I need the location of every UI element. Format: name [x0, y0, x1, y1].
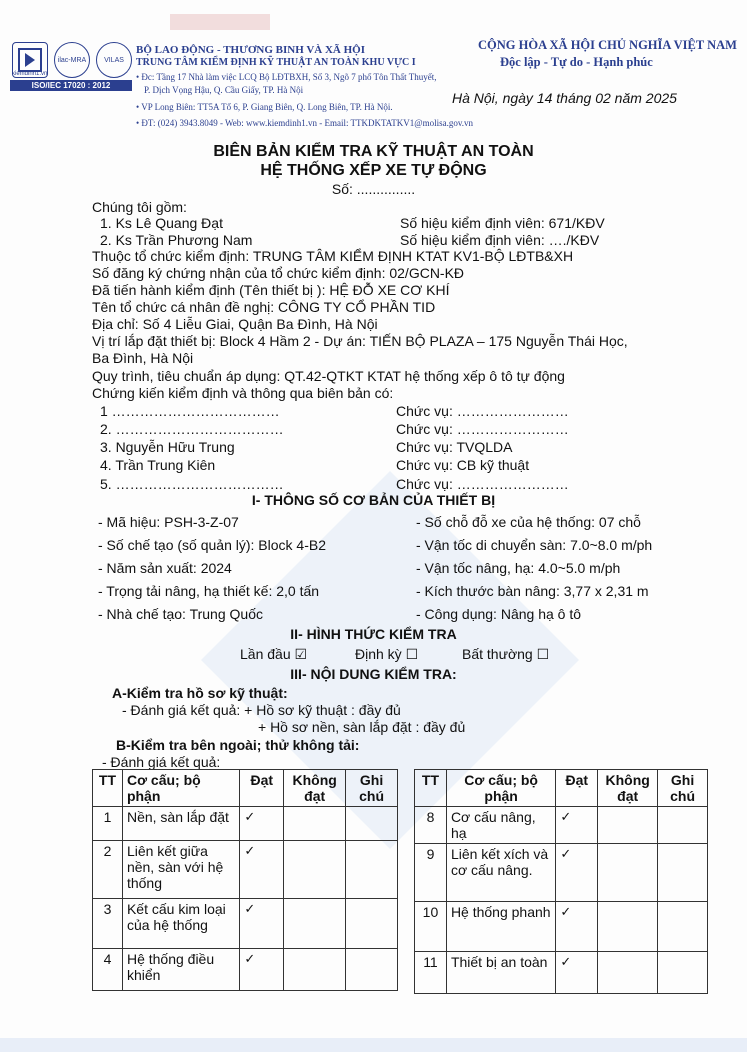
- inspector-1-id: Số hiệu kiểm định viên: 671/KĐV: [400, 215, 605, 231]
- device-name: Đã tiến hành kiểm định (Tên thiết bị ): HỆ ĐỖ XE CƠ KHÍ: [92, 282, 450, 298]
- spec-lift-speed: - Vận tốc nâng, hạ: 4.0~5.0 m/ph: [416, 560, 621, 576]
- subsection-a-result-2: + Hồ sơ nền, sàn lắp đặt : đầy đủ: [258, 719, 466, 735]
- inspector-2-id: Số hiệu kiểm định viên: …./KĐV: [400, 232, 600, 248]
- inspector-1-name: 1. Ks Lê Quang Đạt: [100, 215, 223, 231]
- witness-1-name: 1 ………………………………: [100, 403, 280, 419]
- header-part: Cơ cấu; bộ phận: [446, 770, 555, 807]
- note-cell: [658, 952, 708, 994]
- org-ministry: BỘ LAO ĐỘNG - THƯƠNG BINH VÀ XÃ HỘI: [136, 44, 365, 56]
- inspector-2-name: 2. Ks Trần Phương Nam: [100, 232, 253, 248]
- note-cell: [346, 841, 398, 899]
- witness-intro: Chứng kiến kiểm định và thông qua biên bản có:: [92, 385, 394, 401]
- header-pass: Đạt: [556, 770, 598, 807]
- header-fail: Không đạt: [598, 770, 658, 807]
- witness-3-position: Chức vụ: TVQLDA: [396, 439, 513, 455]
- registration-number: Số đăng ký chứng nhận của tổ chức kiểm định: 02/GCN-KĐ: [92, 265, 465, 281]
- header-note: Ghi chú: [346, 770, 398, 807]
- header-pass: Đạt: [240, 770, 284, 807]
- red-stamp-mark: [170, 14, 270, 30]
- address-main: • Đc: Tầng 17 Nhà làm việc LCQ Bộ LĐTBXH, Số 3, Ngõ 7 phố Tôn Thất Thuyết,: [136, 72, 437, 82]
- procedure: Quy trình, tiêu chuẩn áp dụng: QT.42-QTKT KTAT hệ thống xếp ô tô tự động: [92, 368, 565, 384]
- address-branch: • VP Long Biên: TT5A Tổ 6, P. Giang Biên, Q. Long Biên, TP. Hà Nội.: [136, 102, 393, 112]
- inspection-org: Thuộc tổ chức kiểm định: TRUNG TÂM KIỂM ĐỊNH KTAT KV1-BỘ LĐTB&XH: [92, 248, 574, 264]
- row-part: Cơ cấu nâng, hạ: [446, 807, 555, 844]
- table-row: [415, 807, 708, 844]
- section-3-heading: III- NỘI DUNG KIỂM TRA:: [290, 666, 457, 682]
- install-location-cont: Ba Đình, Hà Nội: [92, 350, 194, 366]
- install-location: Vị trí lắp đặt thiết bị: Block 4 Hầm 2 - Dự án: TIẾN BỘ PLAZA – 175 Nguyễn Thái Học,: [92, 333, 628, 349]
- row-part: Hệ thống điều khiển: [122, 949, 239, 991]
- pass-check-icon: ✓: [556, 807, 598, 844]
- row-number: 3: [93, 899, 123, 949]
- note-cell: [658, 807, 708, 844]
- table-row: [415, 902, 708, 952]
- address-main-cont: P. Dịch Vọng Hậu, Q. Cầu Giấy, TP. Hà Nội: [144, 85, 304, 95]
- row-part: Kết cấu kim loại của hệ thống: [122, 899, 239, 949]
- fail-cell: [598, 902, 658, 952]
- table-row: [415, 952, 708, 994]
- subsection-b-title: B-Kiểm tra bên ngoài; thử không tải:: [116, 737, 360, 753]
- logo-caption: kiemdinh1.vn: [12, 71, 48, 77]
- fail-cell: [284, 899, 346, 949]
- spec-platform-speed: - Vận tốc di chuyển sàn: 7.0~8.0 m/ph: [416, 537, 653, 553]
- intro-text: Chúng tôi gồm:: [92, 199, 187, 215]
- row-number: 8: [415, 807, 447, 844]
- checklist-table-left: [92, 769, 398, 991]
- ilac-logo: [54, 42, 90, 78]
- witness-1-position: Chức vụ: ……………………: [396, 403, 569, 419]
- spec-serial: - Số chế tạo (số quản lý): Block 4-B2: [98, 537, 326, 553]
- vilas-text: VILAS: [104, 56, 124, 64]
- row-part: Hệ thống phanh: [446, 902, 555, 952]
- document-date: Hà Nội, ngày 14 tháng 02 năm 2025: [452, 90, 677, 106]
- row-part: Nền, sàn lắp đặt: [122, 807, 239, 841]
- fail-cell: [284, 949, 346, 991]
- table-row: [93, 841, 398, 899]
- document-number: Số: ...............: [331, 181, 416, 197]
- pass-check-icon: ✓: [240, 899, 284, 949]
- table-row: [415, 844, 708, 902]
- org-center: TRUNG TÂM KIỂM ĐỊNH KỸ THUẬT AN TOÀN KHU VỰC I: [136, 57, 416, 68]
- header-note: Ghi chú: [658, 770, 708, 807]
- section-1-heading: I- THÔNG SỐ CƠ BẢN CỦA THIẾT BỊ: [251, 492, 496, 508]
- note-cell: [658, 902, 708, 952]
- pass-check-icon: ✓: [240, 807, 284, 841]
- witness-4-position: Chức vụ: CB kỹ thuật: [396, 457, 530, 473]
- row-part: Liên kết xích và cơ cấu nâng.: [446, 844, 555, 902]
- table-header-row: [415, 770, 708, 807]
- header-tt: TT: [415, 770, 447, 807]
- bottom-band: [0, 1038, 747, 1052]
- section-2-heading: II- HÌNH THỨC KIỂM TRA: [290, 626, 457, 642]
- spec-usage: - Công dụng: Nâng hạ ô tô: [416, 606, 582, 622]
- table-header-row: [93, 770, 398, 807]
- subsection-b-result: - Đánh giá kết quả:: [102, 754, 221, 770]
- spec-model: - Mã hiệu: PSH-3-Z-07: [98, 514, 239, 530]
- witness-3-name: 3. Nguyễn Hữu Trung: [100, 439, 235, 455]
- spec-load: - Trọng tải nâng, hạ thiết kế: 2,0 tấn: [98, 583, 320, 599]
- row-number: 9: [415, 844, 447, 902]
- witness-5-name: 5. ………………………………: [100, 476, 284, 492]
- motto: Độc lập - Tự do - Hạnh phúc: [500, 55, 653, 69]
- row-number: 2: [93, 841, 123, 899]
- header-fail: Không đạt: [284, 770, 346, 807]
- witness-4-name: 4. Trần Trung Kiên: [100, 457, 216, 473]
- witness-2-position: Chức vụ: ……………………: [396, 421, 569, 437]
- spec-platform-size: - Kích thước bàn nâng: 3,77 x 2,31 m: [416, 583, 649, 599]
- header-tt: TT: [93, 770, 123, 807]
- witness-2-name: 2. ………………………………: [100, 421, 284, 437]
- pass-check-icon: ✓: [556, 844, 598, 902]
- title-line-1: BIÊN BẢN KIỂM TRA KỸ THUẬT AN TOÀN: [213, 143, 534, 160]
- fail-cell: [284, 807, 346, 841]
- requester-address: Địa chỉ: Số 4 Liễu Giai, Quận Ba Đình, Hà Nội: [92, 316, 378, 332]
- fail-cell: [598, 844, 658, 902]
- spec-manufacturer: - Nhà chế tạo: Trung Quốc: [98, 606, 263, 622]
- header-part: Cơ cấu; bộ phận: [122, 770, 239, 807]
- pass-check-icon: ✓: [556, 952, 598, 994]
- checklist-table-right: [414, 769, 708, 994]
- subsection-a-title: A-Kiểm tra hồ sơ kỹ thuật:: [112, 685, 288, 701]
- option-first-time: Lần đầu ☑: [240, 646, 308, 662]
- spec-year: - Năm sản xuất: 2024: [98, 560, 232, 576]
- pass-check-icon: ✓: [556, 902, 598, 952]
- option-periodic: Định kỳ ☐: [355, 646, 419, 662]
- contact-line: • ĐT: (024) 3943.8049 - Web: www.kiemdinh1.vn - Email: TTKDKTATKV1@molisa.gov.vn: [136, 118, 474, 128]
- pass-check-icon: ✓: [240, 949, 284, 991]
- witness-5-position: Chức vụ: ……………………: [396, 476, 569, 492]
- iso-badge: ISO/IEC 17020 : 2012: [10, 80, 132, 91]
- note-cell: [346, 899, 398, 949]
- fail-cell: [598, 807, 658, 844]
- row-number: 4: [93, 949, 123, 991]
- note-cell: [346, 949, 398, 991]
- pass-check-icon: ✓: [240, 841, 284, 899]
- spec-capacity: - Số chỗ đỗ xe của hệ thống: 07 chỗ: [416, 514, 641, 530]
- subsection-a-result-1: - Đánh giá kết quả: + Hồ sơ kỹ thuật : đầy đủ: [122, 702, 401, 718]
- ilac-text: ilac-MRA: [57, 56, 87, 64]
- title-line-2: HỆ THỐNG XẾP XE TỰ ĐỘNG: [260, 162, 487, 179]
- fail-cell: [598, 952, 658, 994]
- row-number: 1: [93, 807, 123, 841]
- row-part: Liên kết giữa nền, sàn với hệ thống: [122, 841, 239, 899]
- row-number: 10: [415, 902, 447, 952]
- option-unscheduled: Bất thường ☐: [462, 646, 550, 662]
- requester: Tên tổ chức cá nhân đề nghị: CÔNG TY CỔ PHẦN TID: [92, 299, 436, 315]
- republic-title: CỘNG HÒA XÃ HỘI CHỦ NGHĨA VIỆT NAM: [478, 38, 737, 52]
- table-row: [93, 949, 398, 991]
- vilas-logo: [96, 42, 132, 78]
- row-number: 11: [415, 952, 447, 994]
- table-row: [93, 899, 398, 949]
- row-part: Thiết bị an toàn: [446, 952, 555, 994]
- note-cell: [346, 807, 398, 841]
- fail-cell: [284, 841, 346, 899]
- table-row: [93, 807, 398, 841]
- note-cell: [658, 844, 708, 902]
- logo-group: [10, 40, 132, 92]
